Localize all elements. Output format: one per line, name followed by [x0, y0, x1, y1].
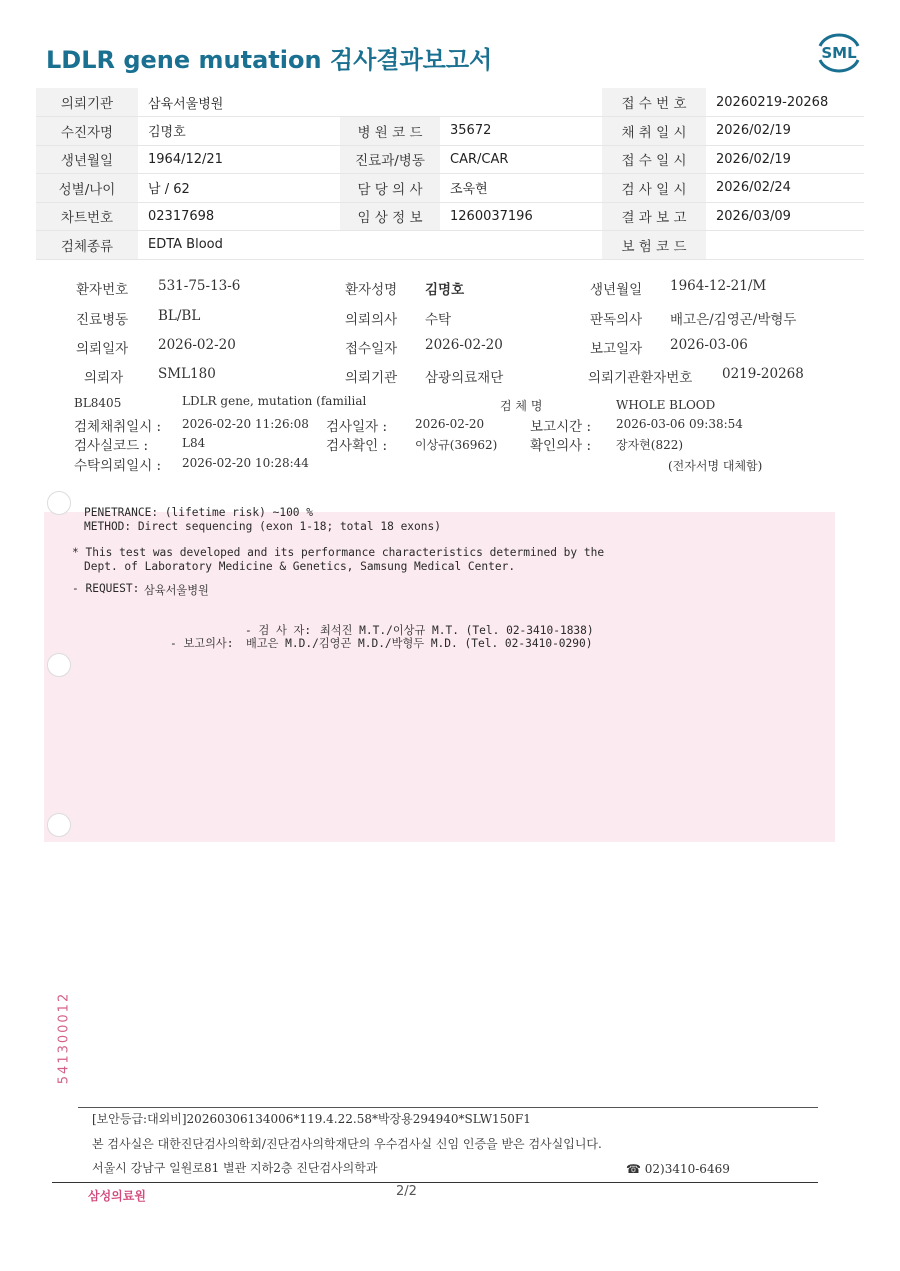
punch-hole: [47, 653, 71, 677]
birth-label: 생년월일: [590, 282, 643, 298]
lab-code: L84: [182, 436, 206, 450]
info-label: 진료과/병동: [340, 145, 440, 174]
test-confirm: 이상규(36962): [415, 438, 498, 452]
info-row: [36, 117, 864, 146]
request-label: - REQUEST:: [72, 582, 140, 595]
info-row: [36, 231, 864, 260]
info-value: 02317698: [138, 202, 340, 231]
info-row: [36, 88, 864, 117]
req-doctor: 수탁: [425, 312, 452, 328]
info-table: [36, 88, 864, 260]
req-date-label: 의뢰일자: [76, 341, 129, 357]
info-label: 수진자명: [36, 117, 138, 146]
esign-note: (전자서명 대체함): [668, 459, 763, 473]
info-value: 35672: [440, 117, 602, 146]
req-org-label: 의뢰기관: [345, 370, 398, 386]
side-serial-text: 541300012: [56, 991, 72, 1085]
test-code: BL8405: [74, 396, 122, 410]
test-name: LDLR gene, mutation (familial: [182, 394, 367, 408]
info-value: 삼육서울병원: [138, 88, 602, 117]
info-label: 담 당 의 사: [340, 174, 440, 203]
confirm-doctor-label: 확인의사 :: [530, 438, 592, 454]
sml-logo: [814, 30, 864, 76]
info-label: 의뢰기관: [36, 88, 138, 117]
info-value: EDTA Blood: [138, 231, 602, 260]
receipt-date: 2026-02-20: [425, 337, 503, 353]
info-label: 성별/나이: [36, 174, 138, 203]
info-label: 검 사 일 시: [602, 174, 706, 203]
requester-label: 의뢰자: [84, 370, 124, 386]
footer-divider: [78, 1107, 818, 1108]
info-label: 임 상 정 보: [340, 202, 440, 231]
info-label: 차트번호: [36, 202, 138, 231]
sml-logo-text: SML: [821, 44, 857, 62]
info-value: 1964/12/21: [138, 145, 340, 174]
patient-no-label: 환자번호: [76, 282, 129, 298]
info-label: 검체종류: [36, 231, 138, 260]
cert-line: 본 검사실은 대한진단검사의학회/진단검사의학재단의 우수검사실 신임 인증을 받은 검사실입니다.: [92, 1137, 602, 1151]
report-date-label: 보고일자: [590, 341, 643, 357]
tester-label: - 검 사 자:: [245, 624, 312, 637]
req-org-patient-no: 0219-20268: [722, 366, 804, 382]
info-value: 2026/02/19: [706, 145, 864, 174]
birth: 1964-12-21/M: [670, 278, 767, 294]
info-value: 20260219-20268: [706, 88, 864, 117]
page-number: 2/2: [396, 1184, 417, 1199]
info-label: 채 취 일 시: [602, 117, 706, 146]
patient-name-label: 환자성명: [345, 282, 398, 298]
req-doctor-label: 의뢰의사: [345, 312, 398, 328]
requester: SML180: [158, 366, 216, 382]
collect: 2026-02-20 11:26:08: [182, 417, 309, 431]
report-date: 2026-03-06: [670, 337, 748, 353]
info-row: [36, 174, 864, 203]
receipt-date-label: 접수일자: [345, 341, 398, 357]
req-org-patient-no-label: 의뢰기관환자번호: [588, 370, 693, 386]
reading-doctor: 배고은/김영곤/박형두: [670, 312, 797, 328]
security-line: [보안등급:대외비]20260306134006*119.4.22.58*박장용294940*SLW150F1: [92, 1112, 531, 1126]
req-org: 삼광의료재단: [425, 370, 504, 386]
test-date-label: 검사일자 :: [326, 419, 388, 435]
address-line: 서울시 강남구 일원로81 별관 지하2층 진단검사의학과: [92, 1161, 378, 1175]
reporter-label: - 보고의사:: [170, 637, 234, 650]
report-time: 2026-03-06 09:38:54: [616, 417, 743, 431]
reading-doctor-label: 판독의사: [590, 312, 643, 328]
report-title: LDLR gene mutation 검사결과보고서: [46, 46, 493, 74]
lab-code-label: 검사실코드 :: [74, 438, 149, 454]
punch-hole: [47, 491, 71, 515]
collect-label: 검체채취일시 :: [74, 419, 162, 435]
method-line: METHOD: Direct sequencing (exon 1-18; total 18 exons): [84, 520, 441, 533]
info-label: 접 수 일 시: [602, 145, 706, 174]
test-confirm-label: 검사확인 :: [326, 438, 388, 454]
info-value: 2026/03/09: [706, 202, 864, 231]
info-value: 김명호: [138, 117, 340, 146]
note-line-2: Dept. of Laboratory Medicine & Genetics, Samsung Medical Center.: [84, 560, 516, 573]
entrust-label: 수탁의뢰일시 :: [74, 458, 162, 474]
specimen: WHOLE BLOOD: [616, 398, 716, 412]
confirm-doctor: 장자현(822): [616, 438, 684, 452]
note-line-1: * This test was developed and its performance characteristics determined by the: [72, 546, 605, 559]
info-label: 보 험 코 드: [602, 231, 706, 260]
info-label: 생년월일: [36, 145, 138, 174]
report-time-label: 보고시간 :: [530, 419, 592, 435]
info-value: 1260037196: [440, 202, 602, 231]
patient-name: 김명호: [425, 282, 465, 298]
tester-value: 최석진 M.T./이상규 M.T. (Tel. 02-3410-1838): [320, 624, 594, 637]
ward: BL/BL: [158, 308, 201, 324]
info-value: 조욱현: [440, 174, 602, 203]
entrust: 2026-02-20 10:28:44: [182, 456, 309, 470]
specimen-label: 검 체 명: [500, 399, 543, 413]
ward-label: 진료병동: [76, 312, 129, 328]
punch-hole: [47, 813, 71, 837]
footer-bottom-line: [52, 1182, 818, 1183]
test-date: 2026-02-20: [415, 417, 485, 431]
info-value: CAR/CAR: [440, 145, 602, 174]
info-value: 남 / 62: [138, 174, 340, 203]
info-value: [706, 231, 864, 260]
info-value: 2026/02/24: [706, 174, 864, 203]
side-serial-number: [50, 988, 78, 1088]
info-label: 결 과 보 고: [602, 202, 706, 231]
info-label: 병 원 코 드: [340, 117, 440, 146]
info-label: 접 수 번 호: [602, 88, 706, 117]
penetrance-line: PENETRANCE: (lifetime risk) ~100 %: [84, 506, 314, 519]
info-row: [36, 145, 864, 174]
info-row: [36, 202, 864, 231]
request-value: 삼육서울병원: [144, 584, 209, 597]
phone-line: ☎ 02)3410-6469: [626, 1162, 730, 1176]
info-value: 2026/02/19: [706, 117, 864, 146]
reporter-value: 배고은 M.D./김영곤 M.D./박형두 M.D. (Tel. 02-3410-0290): [246, 637, 593, 650]
patient-no: 531-75-13-6: [158, 278, 241, 294]
req-date: 2026-02-20: [158, 337, 236, 353]
hospital-logo: 삼성의료원: [88, 1189, 146, 1203]
